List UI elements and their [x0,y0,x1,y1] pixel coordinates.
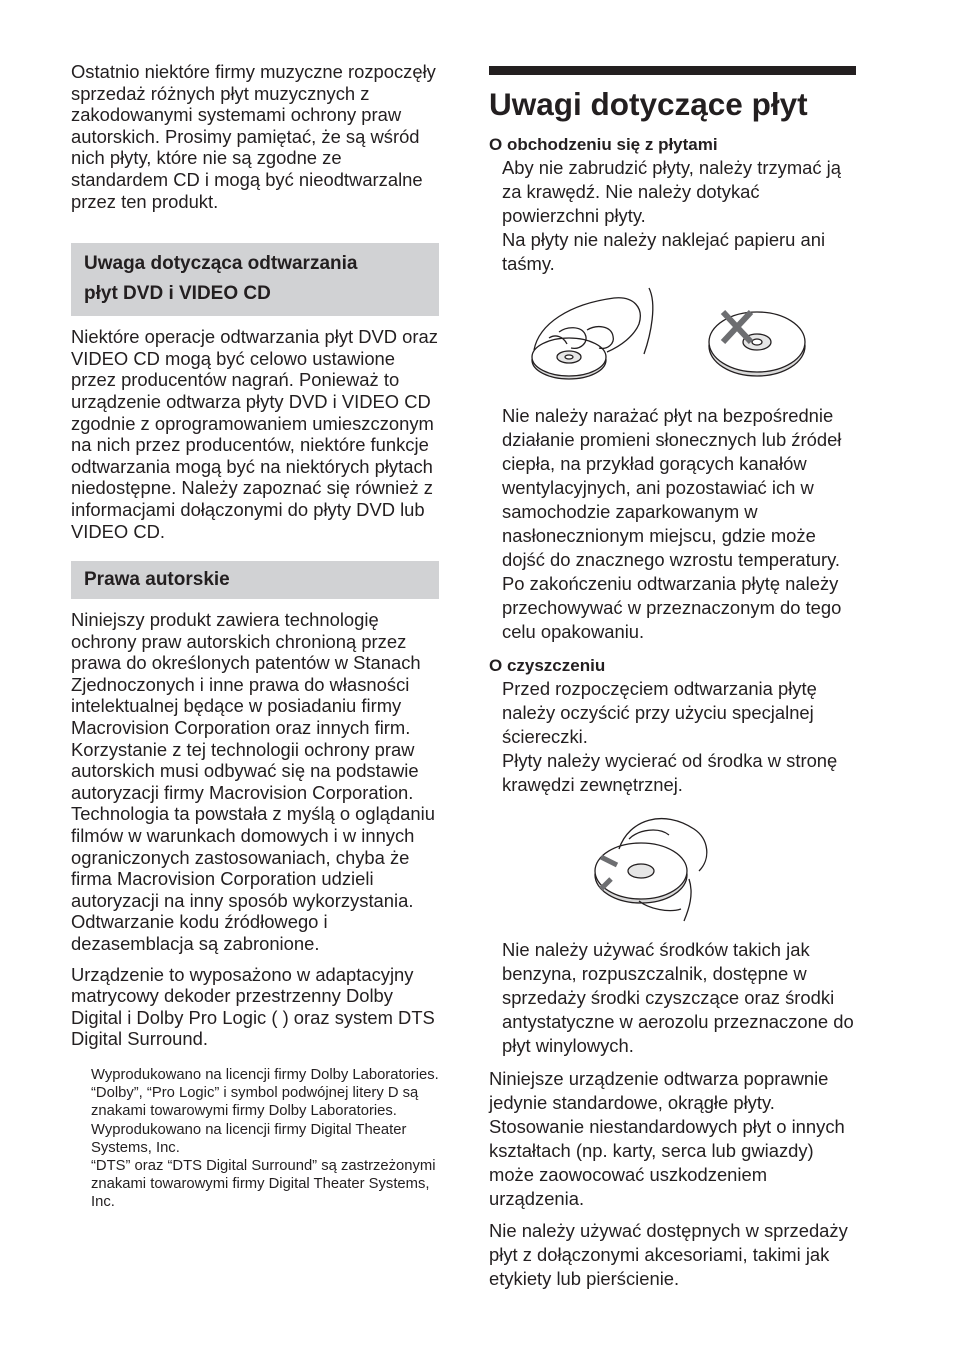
dolby-dts-paragraph: Urządzenie to wyposażono w adaptacyjny matrycowy dekoder przestrzenny Dolby Digital i Dolby Pro Logic ( ) oraz system DTS Digital Surround. [71,963,435,1050]
right-column [489,66,856,1291]
page-title: Uwagi dotyczące płyt [489,86,808,122]
license-note: “Dolby”, “Pro Logic” i symbol podwójnej litery D są znakami towarowymi firmy Dolby Laboratories. [91,1085,419,1120]
disc-cleaning-illustration [489,809,856,929]
cleaning-heading: O czyszczeniu [489,656,606,675]
cleaning-paragraph: Płyty należy wycierać od środka w stronę krawędzi zewnętrznej. [502,750,838,795]
do-not-touch-icon [709,312,805,376]
section-heading-line: płyt DVD i VIDEO CD [84,283,271,305]
handling-paragraph: Aby nie zabrudzić płyty, należy trzymać ją za krawędź. Nie należy dotykać powierzchni płyty. [502,157,841,226]
disc-held-by-edge-icon [532,288,653,379]
disc-handling-illustration [489,284,856,394]
handling-paragraph: Po zakończeniu odtwarzania płytę należy przechowywać w przeznaczonym do tego celu opakowaniu. [502,573,842,642]
license-note: Wyprodukowano na licencji firmy Digital Theater Systems, Inc. [91,1121,407,1156]
handling-paragraph: Nie należy narażać płyt na bezpośrednie działanie promieni słonecznych lub źródeł ciepła, na przykład gorących kanałów wentylacyjnych, ani pozostawiać ich w samochodzie zaparkowanym w nasłonecznionym miejscu, gdzie może dojść do znacznego wzrostu temperatury. [502,405,842,570]
handling-heading: O obchodzeniu się z płytami [489,135,718,154]
standard-discs-paragraph: Niniejsze urządzenie odtwarza poprawnie jedynie standardowe, okrągłe płyty. Stosowanie niestandardowych płyt o innych kształtach (np. karty, serca lub gwiazdy) może zaowocować uszkodzeniem urządzenia. [489,1068,845,1209]
left-column [71,61,439,1212]
copyright-paragraph: Niniejszy produkt zawiera technologię ochrony praw autorskich chronioną przez prawa do określonych patentów w Stanach Zjednoczonych i inne prawa do własności intelektualnej będące w posiadaniu firmy Macrovision Corporation oraz innych firm. Korzystanie z tej technologii ochrony praw autorskich musi odbywać się na podstawie autoryzacji firmy Macrovision Corporation. Technologia ta powstała z myślą o oglądaniu filmów w warunkach domowych i w innych ograniczonych zastosowaniach, chyba że firma Macrovision Corporation udzieli autoryzacji na inny sposób wykorzystania. Odtwarzanie kodu źródłowego i dezasemblacja są zabronione. [71,609,435,954]
section-heading-copyright [71,561,439,599]
section-heading-line: Uwaga dotycząca odtwarzania [84,253,358,275]
license-notes [91,1066,439,1212]
dvd-playback-paragraph: Niektóre operacje odtwarzania płyt DVD oraz VIDEO CD mogą być celowo ustawione przez producentów nagrań. Ponieważ to urządzenie odtwarza płyty DVD i VIDEO CD zgodnie z oprogramowaniem umieszczonym na nich przez producentów, niektóre funkcje odtwarzania mogą być na niektórych płytach niedostępne. Należy zapoznać się również z informacjami dołączonymi do płyty DVD lub VIDEO CD. [71,326,438,542]
section-heading-line: Prawa autorskie [84,569,230,591]
section-heading-dvd-playback [71,243,439,316]
wipe-disc-icon [595,819,707,921]
intro-paragraph: Ostatnio niektóre firmy muzyczne rozpoczęły sprzedaż różnych płyt muzycznych z zakodowanymi systemami ochrony praw autorskich. Prosimy pamiętać, że są wśród nich płyty, które nie są zgodne ze standardem CD i mogą być nieodtwarzalne przez ten produkt. [71,61,436,212]
cleaning-paragraph: Przed rozpoczęciem odtwarzania płytę należy oczyścić przy użyciu specjalnej ściereczki. [502,678,817,747]
accessories-paragraph: Nie należy używać dostępnych w sprzedaży płyt z dołączonymi akcesoriami, takimi jak etykiety lub pierścienie. [489,1220,848,1289]
license-note: Wyprodukowano na licencji firmy Dolby Laboratories. [91,1066,439,1083]
title-rule [489,66,856,75]
cleaning-paragraph: Nie należy używać środków takich jak benzyna, rozpuszczalnik, dostępne w sprzedaży środki czyszczące oraz środki antystatyczne w aerozolu przeznaczone do płyt winylowych. [502,939,854,1056]
license-note: “DTS” oraz “DTS Digital Surround” są zastrzeżonymi znakami towarowymi firmy Digital Theater Systems, Inc. [91,1157,436,1211]
handling-paragraph: Na płyty nie należy naklejać papieru ani taśmy. [502,229,826,274]
